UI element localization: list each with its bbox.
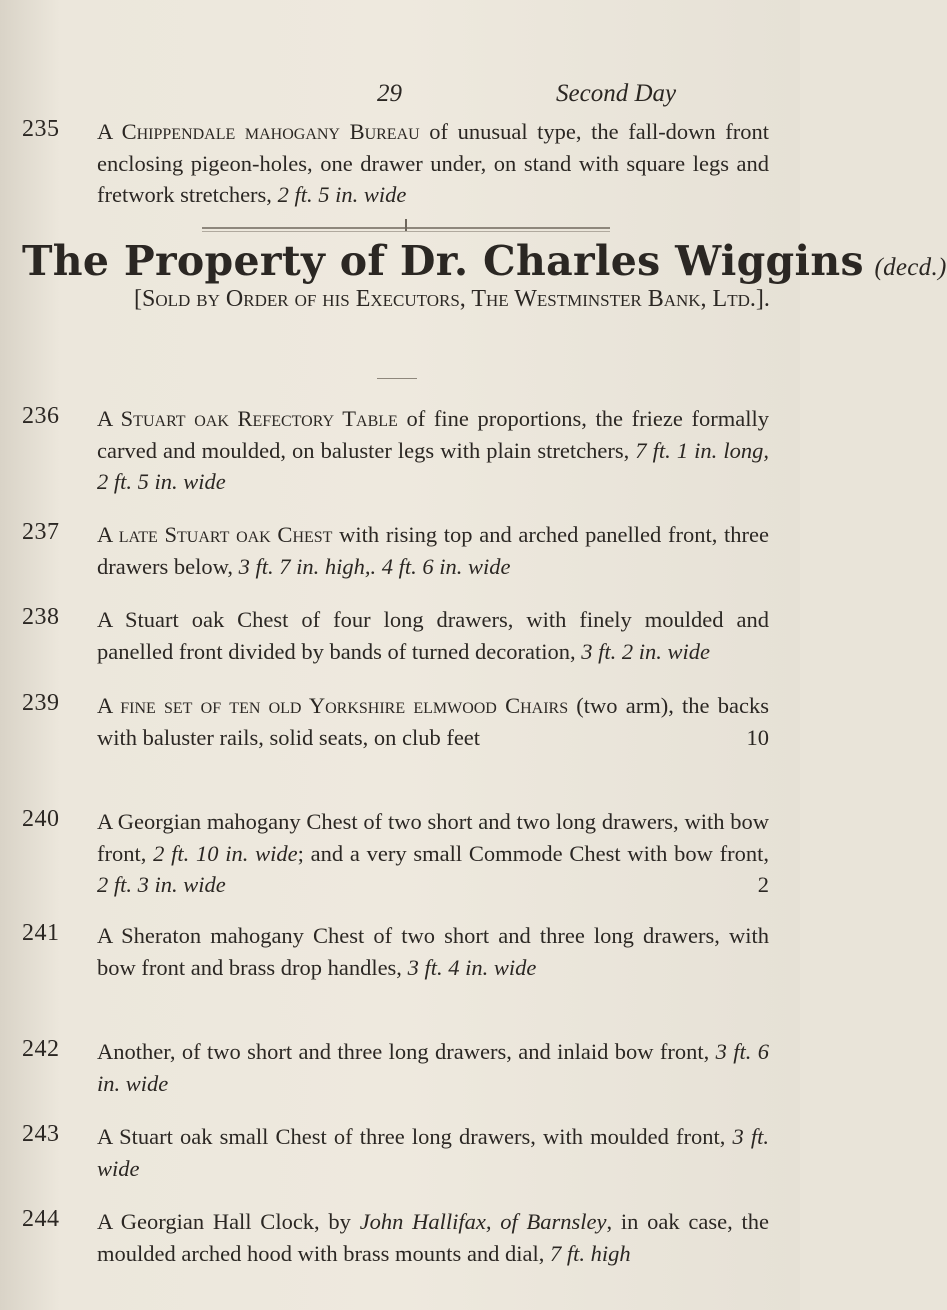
property-heading-suffix: (decd.) bbox=[874, 254, 947, 281]
lot-number: 235 bbox=[22, 116, 60, 142]
lot-description: A Georgian Hall Clock, by John Hallifax, of Barnsley, in oak case, the moulded arched hood with brass mounts and dial, 7 ft. high bbox=[97, 1209, 769, 1266]
lot-description: A fine set of ten old Yorkshire elmwood Chairs (two arm), the backs with baluster rails, solid seats, on club feet 10 bbox=[97, 690, 769, 753]
lot-number: 240 bbox=[22, 806, 60, 832]
lot-description: A Stuart oak Chest of four long drawers, with finely moulded and panelled front divided by bands of turned decoration, 3 ft. 2 in. wide bbox=[97, 607, 769, 664]
sale-note: [Sold by Order of his Executors, The Westminster Bank, Ltd.]. bbox=[134, 286, 770, 312]
page-number: 29 bbox=[377, 80, 402, 107]
section-divider-fine bbox=[202, 231, 610, 232]
day-title: Second Day bbox=[556, 80, 677, 107]
lot-number: 242 bbox=[22, 1036, 60, 1062]
running-head bbox=[0, 80, 800, 114]
lot-description: A Georgian mahogany Chest of two short and two long drawers, with bow front, 2 ft. 10 in. wide; and a very small Commode Chest with bow front, 2 ft. 3 in. wide 2 bbox=[97, 806, 769, 901]
lot-number: 238 bbox=[22, 604, 60, 630]
property-heading-text: The Property of Dr. Charles Wiggins bbox=[22, 237, 864, 285]
lot-number: 244 bbox=[22, 1206, 60, 1232]
lot-number: 237 bbox=[22, 519, 60, 545]
lot-quantity: 2 bbox=[757, 872, 769, 897]
lot-number: 239 bbox=[22, 690, 60, 716]
short-rule bbox=[377, 378, 417, 379]
lot-description: Another, of two short and three long drawers, and inlaid bow front, 3 ft. 6 in. wide bbox=[97, 1039, 769, 1096]
lot-description: A Stuart oak small Chest of three long drawers, with moulded front, 3 ft. wide bbox=[97, 1124, 769, 1181]
lot-number: 241 bbox=[22, 920, 60, 946]
lot-description: A Stuart oak Refectory Table of fine proportions, the frieze formally carved and moulded, on baluster legs with plain stretchers, 7 ft. 1 in. long, 2 ft. 5 in. wide bbox=[97, 406, 769, 494]
lot-number: 243 bbox=[22, 1121, 60, 1147]
lot-description: A late Stuart oak Chest with rising top and arched panelled front, three drawers below, 3 ft. 7 in. high,. 4 ft. 6 in. wide bbox=[97, 522, 769, 579]
lot-description: A Chippendale mahogany Bureau of unusual type, the fall-down front enclosing pigeon-holes, one drawer under, on stand with square legs and fretwork stretchers, 2 ft. 5 in. wide bbox=[97, 119, 770, 207]
divider-ornament bbox=[405, 219, 407, 231]
lot-quantity: 10 bbox=[746, 724, 769, 750]
lot-number: 236 bbox=[22, 403, 60, 429]
lot-description: A Sheraton mahogany Chest of two short and three long drawers, with bow front and brass drop handles, 3 ft. 4 in. wide bbox=[97, 923, 769, 980]
